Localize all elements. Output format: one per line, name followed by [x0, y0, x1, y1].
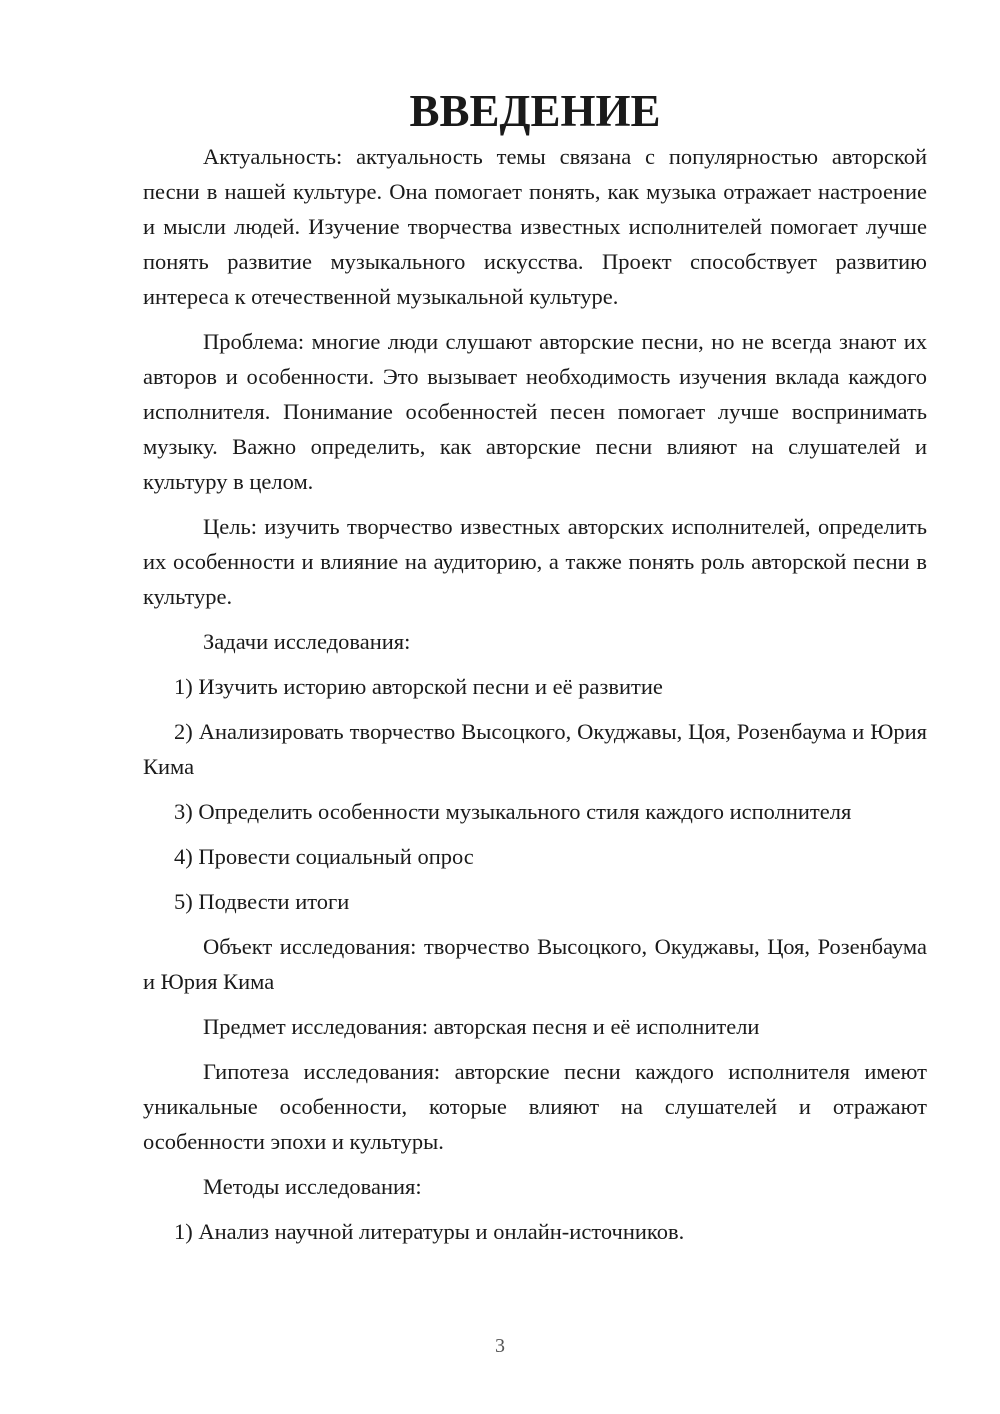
relevance-paragraph: Актуальность: актуальность темы связана с популярностью авторской песни в нашей культуре. Она помогает понять, как музыка отражает настроение и мысли людей. Изучение творчества известных исполнителей помогает лучше понять развитие музыкального искусства. Проект способствует развитию интереса к отечественной музыкальной культуре. [143, 144, 927, 309]
task-item: 4) Провести социальный опрос [174, 844, 474, 869]
page-content [143, 86, 927, 1259]
subject-paragraph: Предмет исследования: авторская песня и её исполнители [203, 1014, 760, 1039]
hypothesis-paragraph: Гипотеза исследования: авторские песни каждого исполнителя имеют уникальные особенности, которые влияют на слушателей и отражают особенности эпохи и культуры. [143, 1059, 927, 1154]
methods-title: Методы исследования: [203, 1174, 422, 1199]
task-item: 5) Подвести итоги [174, 889, 350, 914]
problem-paragraph: Проблема: многие люди слушают авторские песни, но не всегда знают их авторов и особенности. Это вызывает необходимость изучения вклада каждого исполнителя. Понимание особенностей песен помогает лучше воспринимать музыку. Важно определить, как авторские песни влияют на слушателей и культуру в целом. [143, 329, 927, 494]
section-heading: ВВЕДЕНИЕ [409, 86, 661, 136]
page-number: 3 [495, 1335, 505, 1357]
task-item: 2) Анализировать творчество Высоцкого, Окуджавы, Цоя, Розенбаума и Юрия Кима [143, 719, 927, 779]
goal-paragraph: Цель: изучить творчество известных авторских исполнителей, определить их особенности и влияние на аудиторию, а также понять роль авторской песни в культуре. [143, 514, 927, 609]
tasks-title: Задачи исследования: [203, 629, 411, 654]
task-item: 3) Определить особенности музыкального стиля каждого исполнителя [174, 799, 852, 824]
object-paragraph: Объект исследования: творчество Высоцкого, Окуджавы, Цоя, Розенбаума и Юрия Кима [143, 934, 927, 994]
task-item: 1) Изучить историю авторской песни и её развитие [174, 674, 663, 699]
method-item: 1) Анализ научной литературы и онлайн-источников. [174, 1219, 685, 1244]
